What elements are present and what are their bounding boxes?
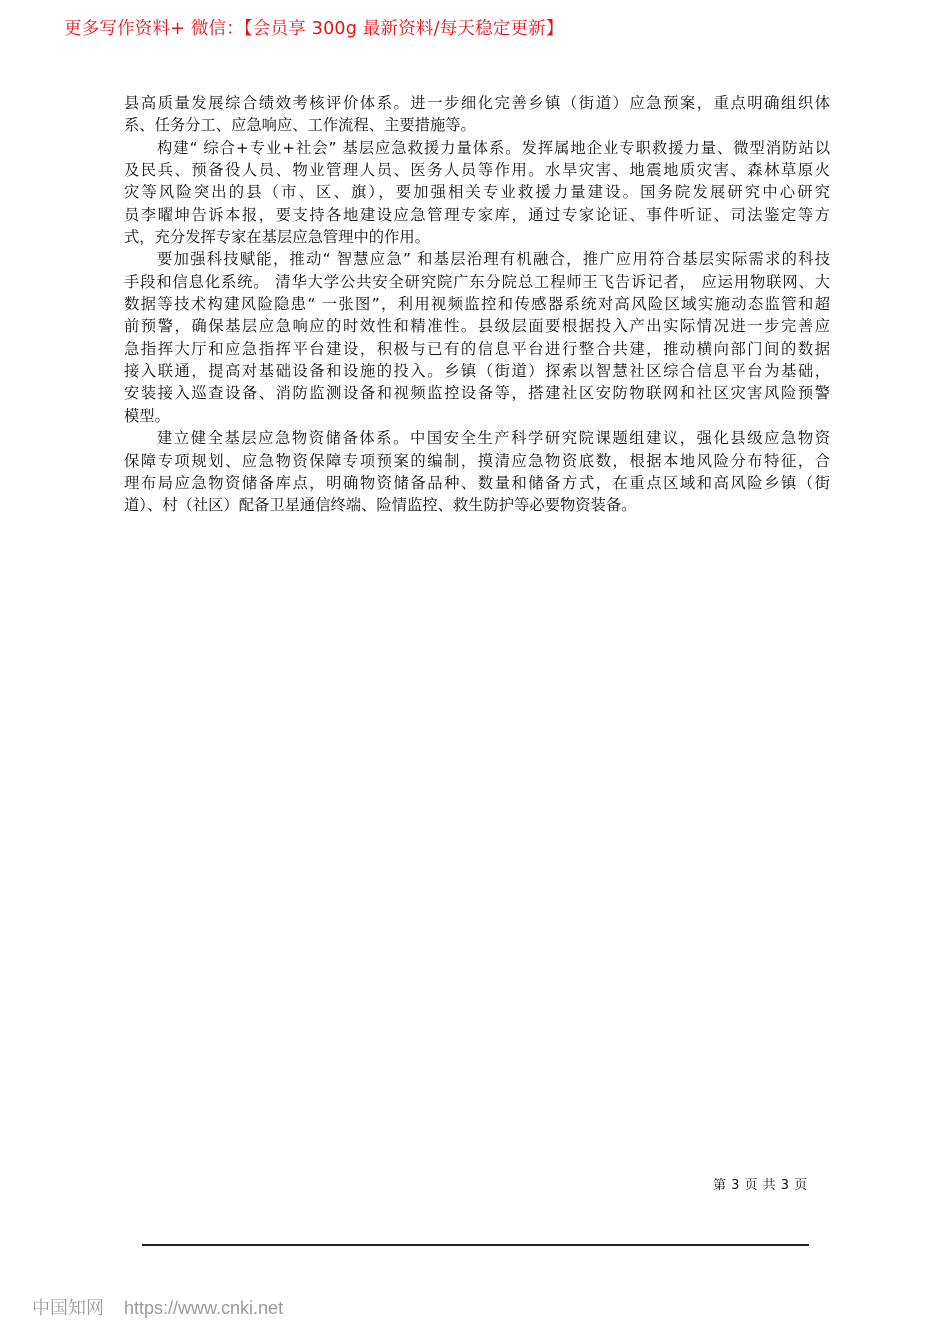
text-line: 灾等风险突出的县（市、区、旗），要加强相关专业救援力量建设。国务院发展研究中心研究: [124, 183, 830, 202]
text-line: 数据等技术构建风险隐患“ 一张图”，利用视频监控和传感器系统对高风险区域实施动态监管和超: [124, 295, 830, 314]
text-line: 前预警，确保基层应急响应的时效性和精准性。县级层面要根据投入产出实际情况进一步完善应: [124, 317, 830, 336]
text-line: 手段和信息化系统。 清华大学公共安全研究院广东分院总工程师王飞告诉记者， 应运用物联网、大: [124, 272, 830, 291]
text-line: 模型。: [124, 406, 170, 425]
text-line: 道）、村（社区）配备卫星通信终端、险情监控、救生防护等必要物资装备。: [124, 496, 637, 515]
paragraph: [124, 137, 830, 249]
paragraph: [124, 92, 830, 137]
text-line: 保障专项规划、应急物资保障专项预案的编制，摸清应急物资底数，根据本地风险分布特征，合: [124, 451, 830, 470]
paragraph: [124, 427, 830, 516]
text-line: 县高质量发展综合绩效考核评价体系。进一步细化完善乡镇（街道）应急预案，重点明确组织体: [124, 94, 830, 112]
text-line: 建立健全基层应急物资储备体系。中国安全生产科学研究院课题组建议，强化县级应急物资: [157, 429, 830, 448]
text-line: 构建“ 综合+专业+社会” 基层应急救援力量体系。发挥属地企业专职救援力量、微型消防站以: [157, 138, 830, 157]
document-body: [124, 92, 830, 517]
page-number: 第 3 页 共 3 页: [713, 1178, 808, 1193]
text-line: 安装接入巡查设备、消防监测设备和视频监控设备等，搭建社区安防物联网和社区灾害风险预警: [124, 384, 830, 403]
text-line: 员李曜坤告诉本报，要支持各地建设应急管理专家库，通过专家论证、事件听证、司法鉴定等方: [124, 205, 830, 224]
paragraph: [124, 248, 830, 427]
text-line: 及民兵、预备役人员、物业管理人员、医务人员等作用。水旱灾害、地震地质灾害、森林草原火: [124, 161, 830, 180]
promo-banner: 更多写作资料+ 微信：【会员享 300g 最新资料/每天稳定更新】: [64, 19, 564, 39]
text-line: 系、任务分工、应急响应、工作流程、主要措施等。: [124, 116, 476, 135]
text-line: 接入联通，提高对基础设备和设施的投入。乡镇（街道）探索以智慧社区综合信息平台为基础，: [124, 362, 830, 381]
text-line: 要加强科技赋能，推动“ 智慧应急” 和基层治理有机融合，推广应用符合基层实际需求的科技: [157, 250, 830, 269]
text-line: 急指挥大厅和应急指挥平台建设，积极与已有的信息平台进行整合共建，推动横向部门间的数据: [124, 339, 830, 358]
cnki-watermark: [32, 1294, 283, 1320]
text-line: 理布局应急物资储备库点，明确物资储备品种、数量和储备方式，在重点区域和高风险乡镇（街: [124, 473, 830, 492]
watermark-url: https://www.cnki.net: [124, 1298, 284, 1318]
watermark-name: 中国知网: [32, 1298, 104, 1319]
text-line: 式，充分发挥专家在基层应急管理中的作用。: [124, 228, 430, 247]
footer-divider: [142, 1244, 809, 1246]
